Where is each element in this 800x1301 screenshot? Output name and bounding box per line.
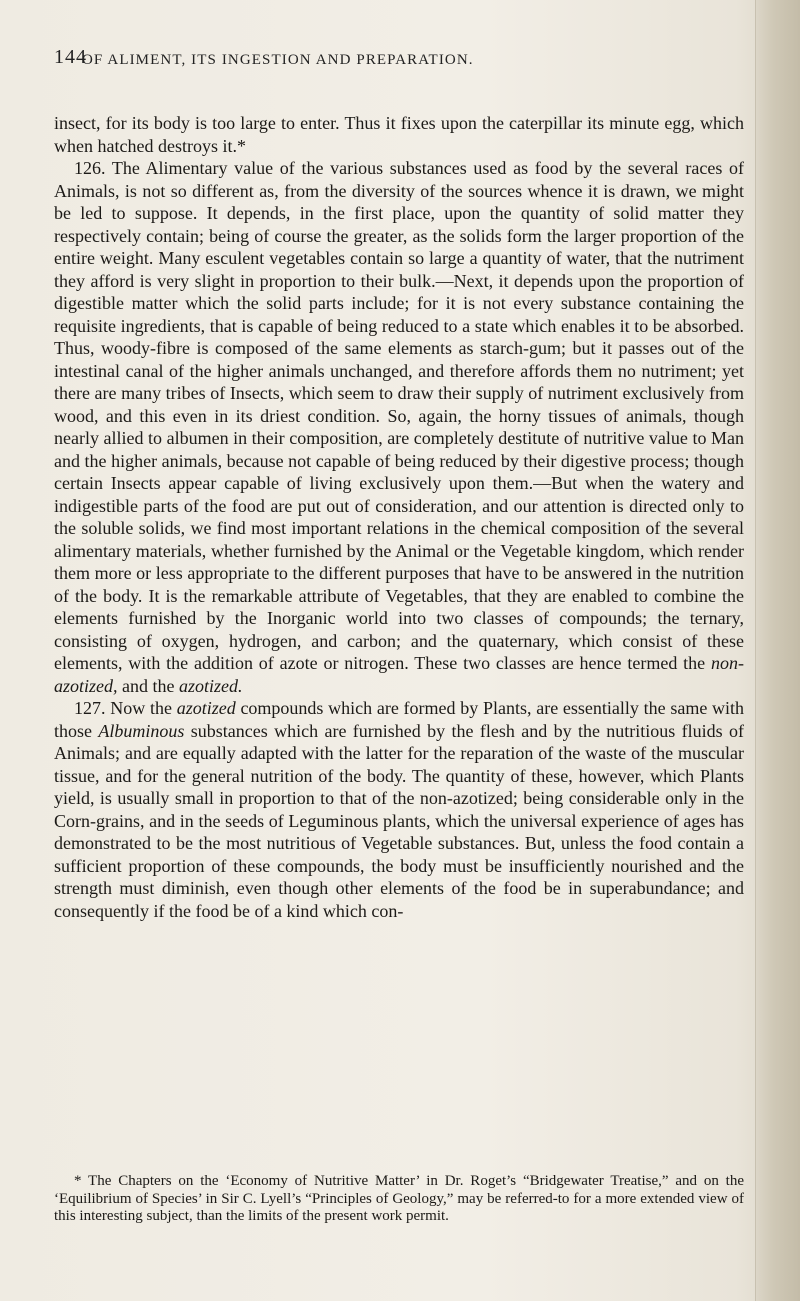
paragraph-127 bbox=[54, 697, 744, 922]
italic-term: Albuminous bbox=[98, 720, 185, 741]
book-spine-edge bbox=[755, 0, 800, 1301]
italic-term: azotized bbox=[176, 698, 236, 718]
paragraph-text: and the bbox=[122, 675, 175, 696]
paragraph-126 bbox=[54, 157, 744, 697]
paragraph-number: 127. bbox=[74, 698, 106, 718]
paragraph-text: The Alimentary value of the various substances used as food by the several races of Animals, is not so different as, from the diversity of the sources whence it is drawn, we might be led to suppose. It depends, in the first place, upon the quantity of solid matter they respectively contain; being of course the greater, as the solids form the larger proportion of the entire weight. Many esculent vegetables contain so large a quantity of water, that the nutriment they afford is very slight in proportion to their bulk.—Next, it depends upon the proportion of digestible matter which the solid parts include; for it is not every substance containing the requisite ingredients, that is capable of being reduced to a state which enables it to be absorbed. Thus, woody-fibre is composed of the same elements as starch-gum; but it passes out of the intestinal canal of the higher animals unchanged, and therefore affords them no nutriment; yet there are many tribes of Insects, which seem to draw their supply of nutriment exclusively from wood, and this even in its driest condition. So, again, the horny tissues of animals, though nearly allied to albumen in their composition, are completely destitute of nutritive value to Man and the higher animals, because not capable of being reduced by their digestive process; though certain Insects appear capable of living exclusively upon them.—But when the watery and indigestible parts of the food are put out of consideration, and our attention is directed only to the soluble solids, we find most important relations in the chemical composition of the several alimentary materials, whether furnished by the Animal or the Vegetable kingdom, which render them more or less appropriate to the different purposes that have to be answered in the nutrition of the body. It is the remarkable attribute of Vegetables, that they are enabled to combine the elements furnished by the Inorganic world into two classes of compounds; the ternary, consisting of oxygen, hydrogen, and carbon; and the quaternary, which consist of these elements, with the addition of azote or nitrogen. These two classes are hence termed the bbox=[54, 158, 744, 673]
paragraph-number: 126. bbox=[74, 158, 106, 178]
paragraph-text: Now the bbox=[110, 698, 172, 718]
page-number: 144 bbox=[54, 46, 87, 68]
italic-term: non-azotized, bbox=[54, 653, 744, 696]
footnote-text: * The Chapters on the ‘Economy of Nutritive Matter’ in Dr. Roget’s “Bridgewater Treatise,” and on the ‘Equilibrium of Species’ in Sir C. Lyell’s “Principles of Geology,” may be referred-to for a more extended view of this interesting subject, than the limits of the present work permit. bbox=[54, 1173, 744, 1224]
paragraph-text: substances which are furnished by the flesh and by the nutritious fluids of Animals; and are equally adapted with the latter for the reparation of the waste of the muscular tissue, and for the general nutrition of the body. The quantity of these, however, which Plants yield, is usually small in proportion to that of the non-azotized; being considerable only in the Corn-grains, and in the seeds of Leguminous plants, which the universal experience of ages has demonstrated to be the most nutritious of Vegetable substances. But, unless the food contain a sufficient proportion of these compounds, the body must be insufficiently nourished and the strength must diminish, even though other elements of the food be in superabundance; and consequently if the food be of a kind which con- bbox=[54, 720, 745, 921]
paragraph-text: compounds which are formed by Plants, are essentially the same with those bbox=[54, 698, 745, 741]
footnote bbox=[54, 1173, 744, 1226]
page-header bbox=[54, 46, 744, 74]
italic-term: azotized. bbox=[179, 675, 243, 696]
continuation-paragraph: insect, for its body is too large to enter. Thus it fixes upon the caterpillar its minute egg, which when hatched destroys it.* bbox=[54, 113, 744, 156]
body-text bbox=[54, 112, 744, 922]
running-title: OF ALIMENT, ITS INGESTION AND PREPARATION. bbox=[82, 52, 474, 68]
